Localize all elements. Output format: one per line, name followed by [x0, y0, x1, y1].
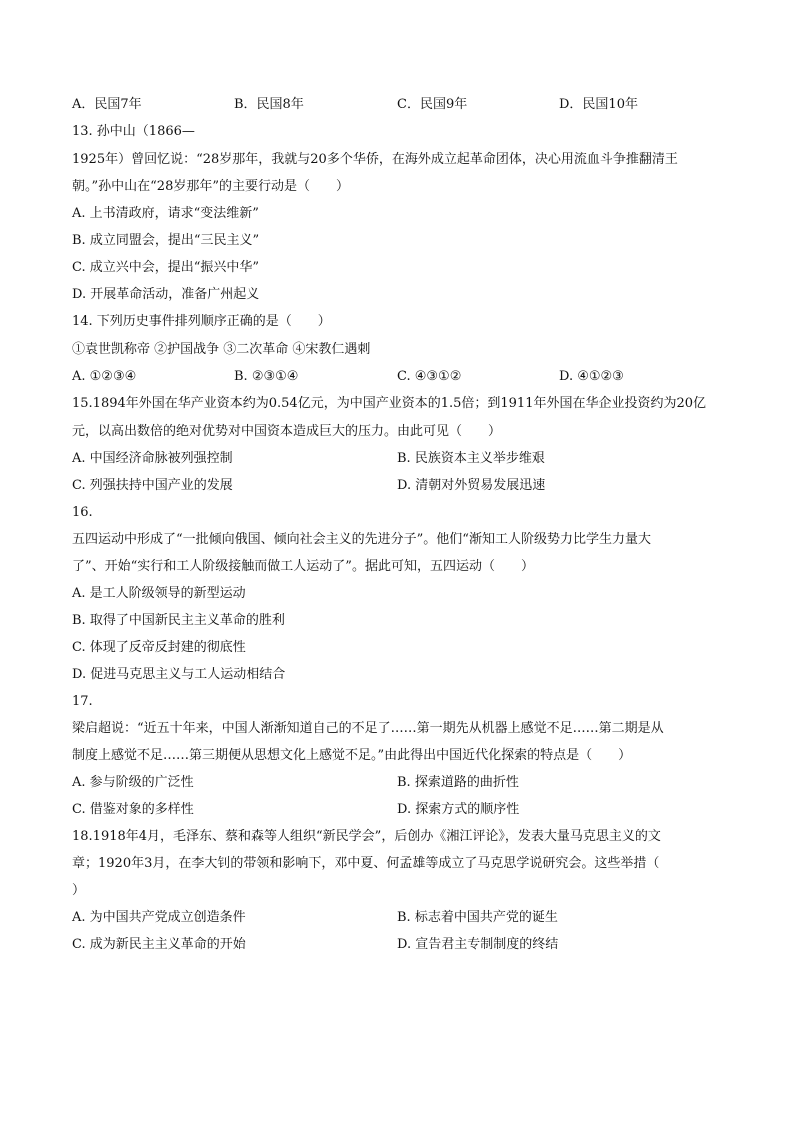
q15-stem-line-2: 元，以高出数倍的绝对优势对中国资本造成巨大的压力。由此可见（ ） — [72, 424, 502, 439]
q16-stem-line-1: 五四运动中形成了“一批倾向俄国、倾向社会主义的先进分子”。他们“渐知工人阶级势力比学生力量大 — [72, 532, 651, 547]
q17-option-d: D. 探索方式的顺序性 — [397, 802, 520, 817]
q13-stem-line-1: 13. 孙中山（1866— — [72, 124, 195, 139]
q14-option-d: D. ④①②③ — [559, 369, 624, 384]
q14-stem-line-1: 14. 下列历史事件排列顺序正确的是（ ） — [72, 314, 331, 329]
q13-stem-line-3: 朝。”孙中山在“28岁那年”的主要行动是（ ） — [72, 179, 349, 194]
q18-option-b: B. 标志着中国共产党的诞生 — [397, 910, 558, 925]
q12-option-b: B．民国8年 — [234, 97, 304, 112]
q17-option-b: B. 探索道路的曲折性 — [397, 775, 519, 790]
q13-stem-line-2: 1925年）曾回忆说：“28岁那年，我就与20多个华侨，在海外成立起革命团体，决心用流血斗争推翻清王 — [72, 152, 678, 167]
q14-option-c: C. ④③①② — [397, 369, 462, 384]
q17-option-c: C. 借鉴对象的多样性 — [72, 802, 194, 817]
q16-stem-line-2: 了”、开始“实行和工人阶级接触而做工人运动了”。据此可知，五四运动（ ） — [72, 559, 534, 574]
q16-option-b: B. 取得了中国新民主主义革命的胜利 — [72, 613, 285, 628]
q16-option-a: A. 是工人阶级领导的新型运动 — [72, 586, 246, 601]
q18-option-a: A. 为中国共产党成立创造条件 — [72, 910, 246, 925]
q18-stem-line-3: ） — [72, 883, 86, 898]
q13-option-c: C. 成立兴中会，提出“振兴中华” — [72, 260, 260, 275]
q17-stem-line-2: 制度上感觉不足……第三期便从思想文化上感觉不足。”由此得出中国近代化探索的特点是（ ） — [72, 748, 632, 763]
q14-option-a: A. ①②③④ — [72, 369, 137, 384]
q13-option-d: D. 开展革命活动，准备广州起义 — [72, 287, 260, 302]
q14-option-b: B. ②③①④ — [234, 369, 299, 384]
q12-option-a: A．民国7年 — [72, 97, 142, 112]
q12-option-c: C．民国9年 — [397, 97, 468, 112]
q14-stem-line-2: ①袁世凯称帝 ②护国战争 ③二次革命 ④宋教仁遇刺 — [72, 342, 371, 357]
q17-number: 17. — [72, 694, 93, 709]
q17-option-a: A. 参与阶级的广泛性 — [72, 775, 194, 790]
q15-option-b: B. 民族资本主义举步维艰 — [397, 451, 545, 466]
q18-option-c: C. 成为新民主主义革命的开始 — [72, 937, 246, 952]
q18-stem-line-1: 18.1918年4月，毛泽东、蔡和森等人组织“新民学会”，后创办《湘江评论》，发表大量马克思主义的文 — [72, 829, 661, 844]
q18-option-d: D. 宣告君主专制制度的终结 — [397, 937, 559, 952]
q17-stem-line-1: 梁启超说：“近五十年来，中国人渐渐知道自己的不足了……第一期先从机器上感觉不足……第二期是从 — [72, 721, 664, 736]
q13-option-b: B. 成立同盟会，提出“三民主义” — [72, 233, 260, 248]
q12-option-d: D．民国10年 — [559, 97, 638, 112]
q16-option-d: D. 促进马克思主义与工人运动相结合 — [72, 667, 286, 682]
q16-option-c: C. 体现了反帝反封建的彻底性 — [72, 640, 246, 655]
q15-stem-line-1: 15.1894年外国在华产业资本约为0.54亿元，为中国产业资本的1.5倍；到1911年外国在华企业投资约为20亿 — [72, 396, 707, 411]
q13-option-a: A. 上书清政府，请求“变法维新” — [72, 206, 259, 221]
q15-option-d: D. 清朝对外贸易发展迅速 — [397, 478, 546, 493]
q18-stem-line-2: 章；1920年3月，在李大钊的带领和影响下，邓中夏、何孟雄等成立了马克思学说研究会。这些举措（ — [72, 856, 660, 871]
q15-option-a: A. 中国经济命脉被列强控制 — [72, 451, 233, 466]
q16-number: 16. — [72, 505, 93, 520]
q15-option-c: C. 列强扶持中国产业的发展 — [72, 478, 233, 493]
